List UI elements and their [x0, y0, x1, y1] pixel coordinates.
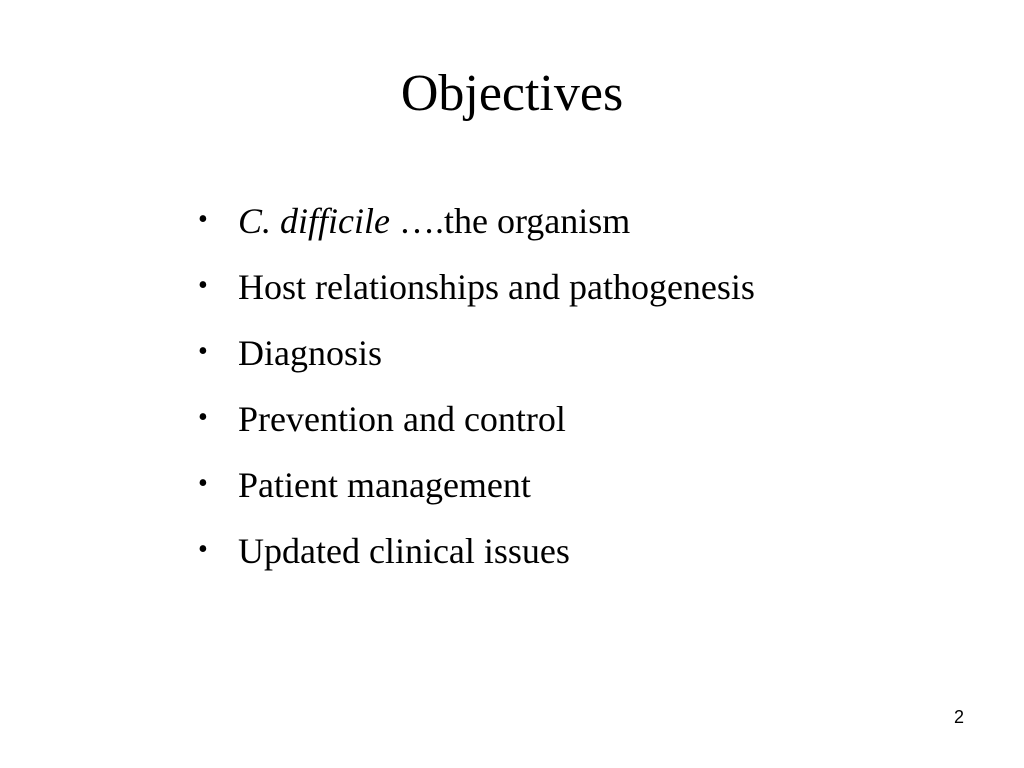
bullet-text: Updated clinical issues — [238, 531, 570, 571]
slide-title: Objectives — [400, 65, 624, 122]
bullet-text: ….the organism — [389, 201, 631, 241]
bullet-dot-icon: • — [198, 204, 208, 235]
bullet-italic-text: C. difficile — [238, 201, 390, 241]
bullet-item-clinical-issues — [198, 518, 958, 584]
bullet-item-diagnosis — [198, 320, 958, 386]
bullet-dot-icon: • — [198, 336, 208, 367]
bullet-item-prevention — [198, 386, 958, 452]
bullet-text: Patient management — [238, 465, 531, 505]
bullet-text: Diagnosis — [238, 333, 382, 373]
page-number: 2 — [953, 707, 964, 727]
bullet-dot-icon: • — [198, 270, 208, 301]
bullet-dot-icon: • — [198, 534, 208, 565]
bullet-text: Prevention and control — [238, 399, 566, 439]
bullet-text: Host relationships and pathogenesis — [238, 267, 755, 307]
bullet-item-organism — [198, 188, 958, 254]
bullet-dot-icon: • — [198, 402, 208, 433]
bullet-item-patient-management — [198, 452, 958, 518]
bullet-item-host-relationships — [198, 254, 958, 320]
bullet-dot-icon: • — [198, 468, 208, 499]
bullet-list — [198, 188, 958, 584]
